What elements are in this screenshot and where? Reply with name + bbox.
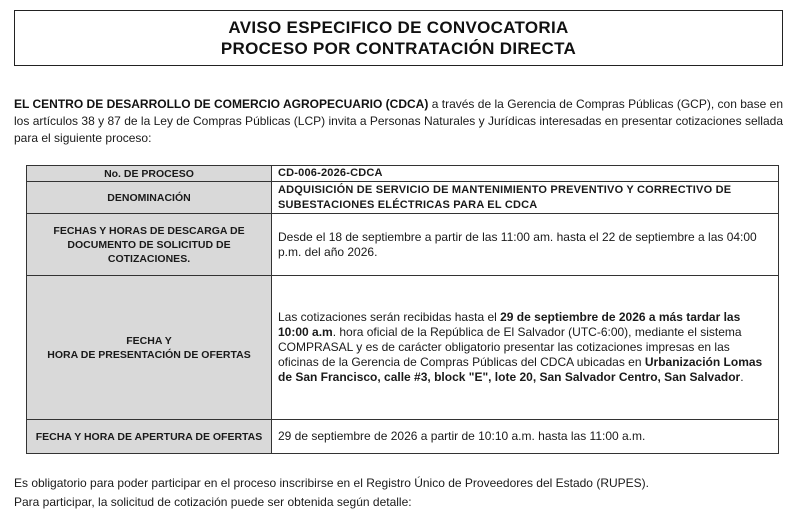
intro-text: a través de la Gerencia de Compras Públicas (GCP), con base en los artículos 38 y 87 de la Ley de Compras Públicas (LCP) invita a Personas Naturales y Jurídicas interesadas en presentar cotizaciones sellada para el siguiente proceso: [14, 97, 783, 145]
notice-subtitle: PROCESO POR CONTRATACIÓN DIRECTA [220, 39, 577, 58]
row-descarga [27, 214, 779, 276]
denominacion-label: DENOMINACIÓN [27, 182, 272, 214]
presentacion-text-1: Las cotizaciones serán recibidas hasta el [278, 310, 501, 324]
row-presentacion [27, 276, 779, 420]
notice-title: AVISO ESPECIFICO DE CONVOCATORIA [228, 18, 569, 37]
process-table [26, 165, 779, 454]
presentacion-text-2: . hora oficial de la República de El Salvador (UTC-6:00), mediante el sistema COMPRASAL y es de carácter obligatorio presentar las cotizaciones impresas en las oficinas de la Gerencia de Compras Públicas del CDCA ubicadas en [278, 325, 742, 369]
footer-line1: Es obligatorio para poder participar en el proceso inscribirse en el Registro Único de Proveedores del Estado (RUPES). [14, 476, 649, 490]
descarga-label: FECHAS Y HORAS DE DESCARGA DE DOCUMENTO DE SOLICITUD DE COTIZACIONES. [27, 214, 272, 276]
presentacion-text-3: . [740, 370, 744, 384]
footer-line2: Para participar, la solicitud de cotización puede ser obtenida según detalle: [14, 495, 412, 509]
apertura-value: 29 de septiembre de 2026 a partir de 10:10 a.m. hasta las 11:00 a.m. [272, 420, 779, 454]
row-denominacion [27, 182, 779, 214]
presentacion-label-line1: FECHA Y [126, 334, 172, 347]
presentacion-deadline: 29 de septiembre de 2026 a más tardar las 10:00 a.m [278, 310, 741, 339]
intro-paragraph [14, 96, 783, 147]
footer-paragraph [14, 474, 783, 512]
apertura-label: FECHA Y HORA DE APERTURA DE OFERTAS [27, 420, 272, 454]
row-apertura [27, 420, 779, 454]
presentacion-label-line2: HORA DE PRESENTACIÓN DE OFERTAS [47, 348, 251, 361]
presentacion-label [27, 276, 272, 420]
presentacion-address: Urbanización Lomas de San Francisco, calle #3, block "E", lote 20, San Salvador Centro, San Salvador [278, 355, 763, 384]
row-proceso [27, 166, 779, 182]
presentacion-value [272, 276, 779, 420]
intro-entity: EL CENTRO DE DESARROLLO DE COMERCIO AGROPECUARIO (CDCA) [14, 97, 429, 111]
proceso-label: No. DE PROCESO [27, 166, 272, 182]
notice-title-box [14, 10, 783, 66]
descarga-value: Desde el 18 de septiembre a partir de las 11:00 am. hasta el 22 de septiembre a las 04:00 p.m. del año 2026. [272, 214, 779, 276]
denominacion-value: ADQUISICIÓN DE SERVICIO DE MANTENIMIENTO PREVENTIVO Y CORRECTIVO DE SUBESTACIONES ELÉCTRICAS PARA EL CDCA [272, 182, 779, 214]
proceso-value: CD-006-2026-CDCA [272, 166, 779, 182]
